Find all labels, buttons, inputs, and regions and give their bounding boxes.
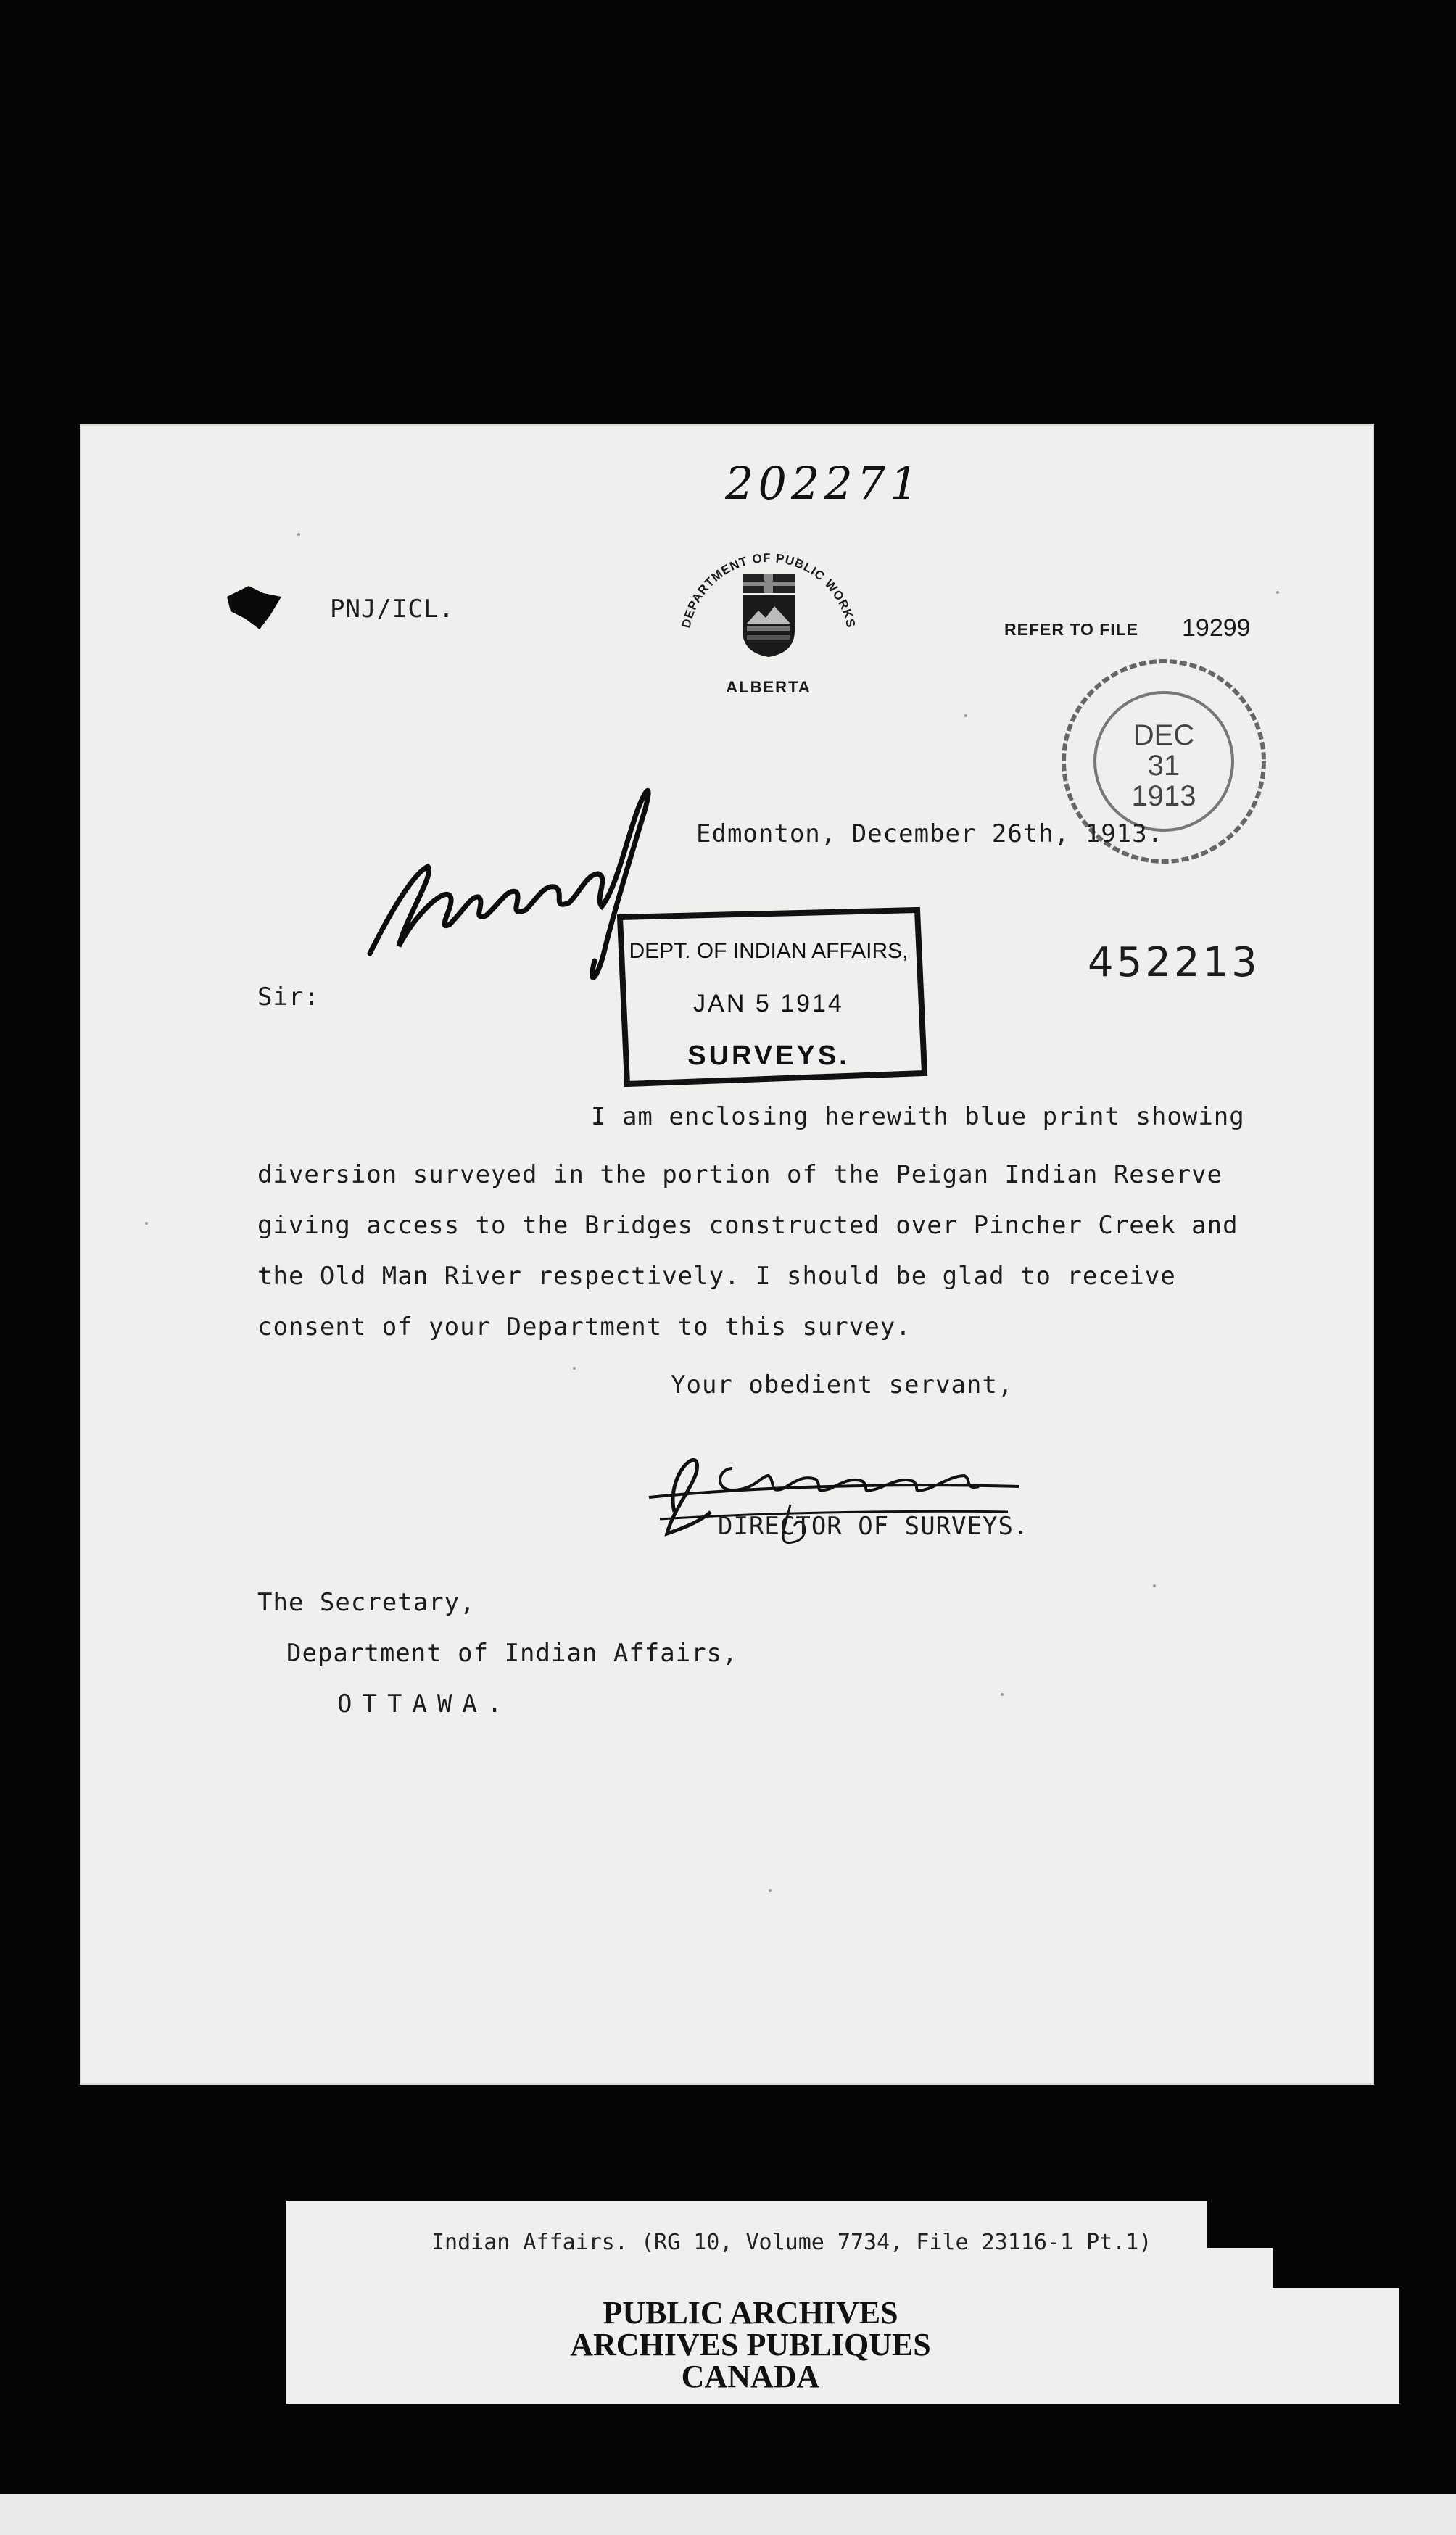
reference-code: PNJ/ICL. bbox=[330, 595, 455, 624]
received-box-stamp bbox=[605, 888, 932, 1099]
speck bbox=[1001, 1693, 1004, 1696]
stamp-month: DEC bbox=[1133, 719, 1195, 751]
addressee-city: OTTAWA. bbox=[337, 1690, 513, 1719]
stamp-day: 31 bbox=[1147, 750, 1180, 782]
body-line: the Old Man River respectively. I should be glad to receive bbox=[257, 1262, 1176, 1291]
film-edge bbox=[0, 2494, 1456, 2535]
tear-mark bbox=[220, 582, 285, 633]
archive-name-french: ARCHIVES PUBLIQUES bbox=[570, 2327, 931, 2362]
archive-label-slip bbox=[286, 2201, 1399, 2404]
alberta-shield-icon bbox=[741, 573, 796, 658]
body-line: consent of your Department to this survey. bbox=[257, 1312, 911, 1341]
refer-to-file-value: 19299 bbox=[1182, 614, 1251, 642]
refer-to-file-label: REFER TO FILE bbox=[1004, 620, 1139, 639]
box-stamp-date: JAN 5 1914 bbox=[693, 990, 844, 1017]
department-crest bbox=[638, 515, 899, 700]
closing: Your obedient servant, bbox=[671, 1370, 1014, 1399]
archive-reference: Indian Affairs. (RG 10, Volume 7734, File 23116-1 Pt.1) bbox=[431, 2230, 1152, 2255]
date-line: Edmonton, December 26th, 1913. bbox=[696, 819, 1164, 848]
body-line: I am enclosing herewith blue print showing bbox=[591, 1102, 1245, 1131]
box-stamp-department: DEPT. OF INDIAN AFFAIRS, bbox=[629, 939, 909, 963]
registry-number: 452213 bbox=[1088, 939, 1260, 986]
speck bbox=[573, 1367, 576, 1370]
speck bbox=[1153, 1584, 1156, 1587]
speck bbox=[145, 1222, 148, 1225]
box-stamp-section: SURVEYS. bbox=[687, 1041, 850, 1071]
slip-notch bbox=[1273, 2201, 1399, 2288]
addressee-line: Department of Indian Affairs, bbox=[286, 1639, 738, 1668]
archive-name bbox=[504, 2297, 997, 2393]
speck bbox=[297, 533, 300, 536]
letter-sheet bbox=[80, 424, 1374, 2085]
stamp-year: 1913 bbox=[1131, 780, 1196, 812]
speck bbox=[964, 714, 967, 717]
body-line: giving access to the Bridges constructed over Pincher Creek and bbox=[257, 1211, 1238, 1240]
body-line: diversion surveyed in the portion of the Peigan Indian Reserve bbox=[257, 1160, 1223, 1189]
crest-arc-label: DEPARTMENT OF PUBLIC WORKS bbox=[679, 550, 859, 629]
handwritten-file-number: 202271 bbox=[725, 457, 923, 510]
addressee-line: The Secretary, bbox=[257, 1588, 476, 1617]
crest-place: ALBERTA bbox=[726, 678, 811, 696]
slip-notch bbox=[1207, 2201, 1273, 2248]
speck bbox=[769, 1889, 772, 1892]
speck bbox=[1276, 591, 1279, 594]
signer-title: DIRECTOR OF SURVEYS. bbox=[718, 1512, 1030, 1541]
salutation: Sir: bbox=[257, 983, 320, 1012]
archive-country: CANADA bbox=[681, 2359, 820, 2394]
archive-name-english: PUBLIC ARCHIVES bbox=[603, 2295, 898, 2331]
